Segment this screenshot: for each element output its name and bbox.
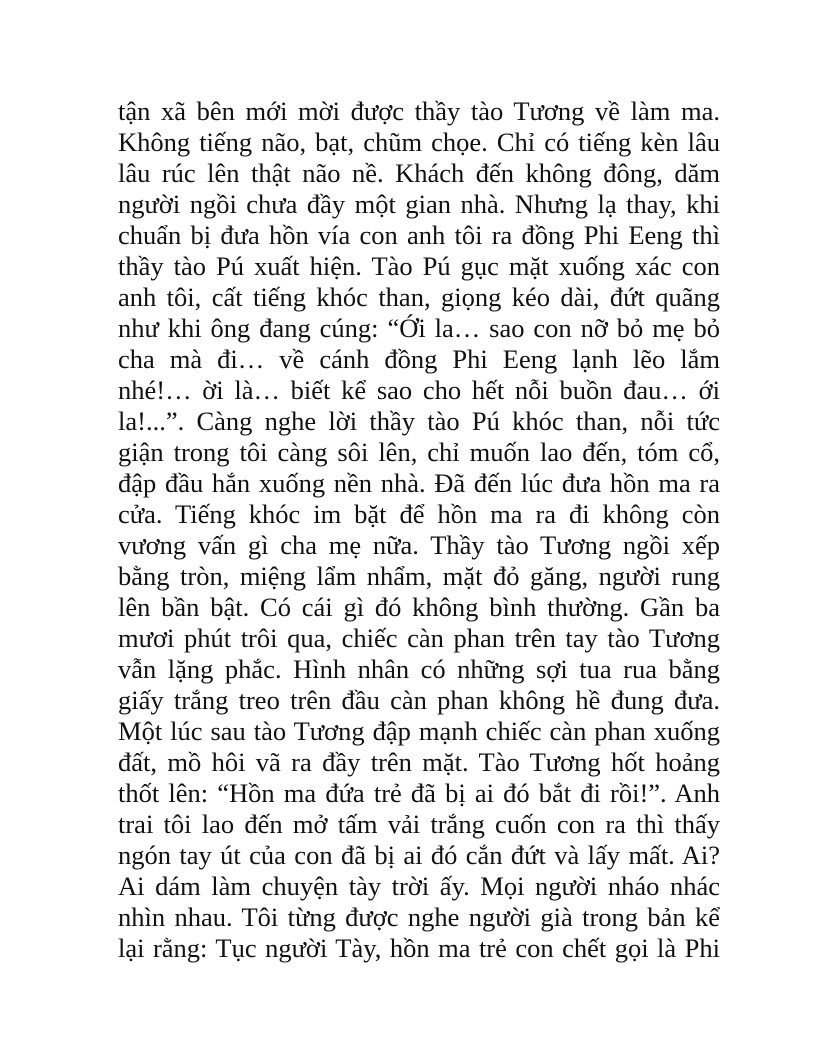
text-line: thốt lên: “Hồn ma đứa trẻ đã bị ai đó bắt đi rồi!”. Anh [118, 778, 720, 808]
text-line: cha mà đi… về cánh đồng Phi Eeng lạnh lẽo lắm [118, 344, 720, 374]
text-line: giận trong tôi càng sôi lên, chỉ muốn lao đến, tóm cổ, [118, 437, 720, 467]
text-line: mươi phút trôi qua, chiếc càn phan trên tay tào Tương [118, 623, 720, 653]
text-line: lại rằng: Tục người Tày, hồn ma trẻ con chết gọi là Phi [118, 933, 720, 963]
text-line: lên bần bật. Có cái gì đó không bình thường. Gần ba [118, 592, 720, 622]
text-line: vẫn lặng phắc. Hình nhân có những sợi tua rua bằng [118, 654, 720, 684]
text-line: ngón tay út của con đã bị ai đó cắn đứt và lấy mất. Ai? [118, 840, 720, 870]
text-line: bằng tròn, miệng lẩm nhẩm, mặt đỏ găng, người rung [118, 561, 720, 591]
text-line: đất, mồ hôi vã ra đầy trên mặt. Tào Tương hốt hoảng [118, 747, 720, 777]
text-line: tận xã bên mới mời được thầy tào Tương về làm ma. [118, 96, 720, 126]
text-line: thầy tào Pú xuất hiện. Tào Pú gục mặt xuống xác con [118, 251, 720, 281]
text-line: vương vấn gì cha mẹ nữa. Thầy tào Tương ngồi xếp [118, 530, 720, 560]
text-line: Không tiếng não, bạt, chũm chọe. Chỉ có tiếng kèn lâu [118, 127, 720, 157]
text-line: nhìn nhau. Tôi từng được nghe người già trong bản kể [118, 902, 720, 932]
text-line: người ngồi chưa đầy một gian nhà. Nhưng lạ thay, khi [118, 189, 720, 219]
text-line: giấy trắng treo trên đầu càn phan không hề đung đưa. [118, 685, 720, 715]
text-line: cửa. Tiếng khóc im bặt để hồn ma ra đi không còn [118, 499, 720, 529]
text-line: chuẩn bị đưa hồn vía con anh tôi ra đồng Phi Eeng thì [118, 220, 720, 250]
body-text [118, 96, 720, 964]
text-line: anh tôi, cất tiếng khóc than, giọng kéo dài, đứt quãng [118, 282, 720, 312]
text-line: nhé!… ời là… biết kể sao cho hết nỗi buồn đau… ới [118, 375, 720, 405]
text-line: la!...”. Càng nghe lời thầy tào Pú khóc than, nỗi tức [118, 406, 720, 436]
text-line: trai tôi lao đến mở tấm vải trắng cuốn con ra thì thấy [118, 809, 720, 839]
text-line: đập đầu hắn xuống nền nhà. Đã đến lúc đưa hồn ma ra [118, 468, 720, 498]
text-line: Một lúc sau tào Tương đập mạnh chiếc càn phan xuống [118, 716, 720, 746]
text-line: lâu rúc lên thật não nề. Khách đến không đông, dăm [118, 158, 720, 188]
text-line: Ai dám làm chuyện tày trời ấy. Mọi người nháo nhác [118, 871, 720, 901]
text-line: như khi ông đang cúng: “Ới la… sao con nỡ bỏ mẹ bỏ [118, 313, 720, 343]
